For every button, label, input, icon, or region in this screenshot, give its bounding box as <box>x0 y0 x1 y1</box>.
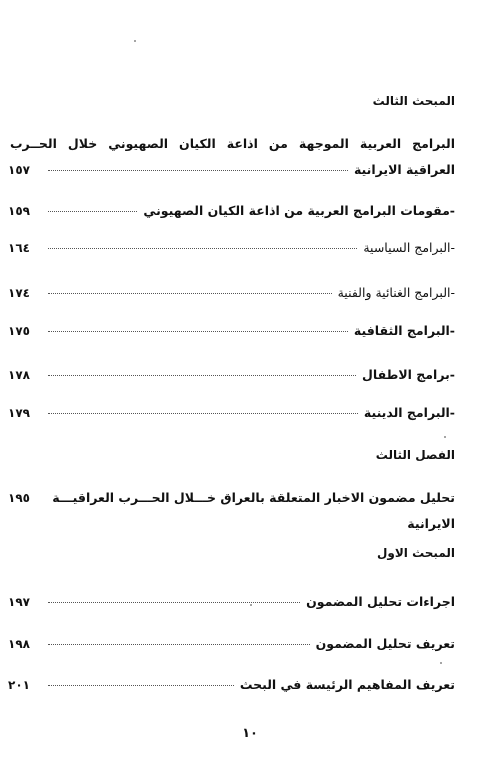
page-number: ١٠ <box>242 726 258 741</box>
scan-speck <box>250 604 252 606</box>
leader-dots <box>48 413 358 414</box>
toc-entry-text: العراقية الايرانية <box>353 162 455 177</box>
toc-entry-text: البرامج العربية الموجهة من اذاعة الكيان الصهيوني خلال الحــرب <box>10 136 455 151</box>
toc-page-number: ١٩٧ <box>8 595 30 609</box>
section-heading: المبحث الاول <box>376 546 455 560</box>
toc-page-number: ١٩٨ <box>8 637 30 651</box>
toc-entry-text: تعريف المفاهيم الرئيسة في البحث <box>239 677 455 692</box>
toc-entry-text: -البرامج الثقافية <box>353 323 455 338</box>
leader-dots <box>48 644 310 645</box>
chapter-heading: الفصل الثالث <box>375 448 455 462</box>
toc-entry <box>10 490 455 505</box>
toc-entry-text: الايرانية <box>407 516 455 531</box>
toc-entry-text: اجراءات تحليل المضمون <box>306 594 455 609</box>
toc-entry <box>10 323 455 338</box>
toc-page-number: ١٥٩ <box>8 204 30 218</box>
toc-entry-text: -البرامج الغنائية والفنية <box>337 285 455 300</box>
toc-page-number: ١٩٥ <box>8 491 30 505</box>
toc-entry-text: -برامج الاطفال <box>362 367 455 382</box>
toc-entry <box>10 594 455 609</box>
toc-entry-text: -مقومات البرامج العربية من اذاعة الكيان الصهيوني <box>143 203 455 218</box>
toc-page-number: ٢٠١ <box>8 678 30 692</box>
scan-speck <box>440 662 442 664</box>
toc-entry <box>10 677 455 692</box>
toc-entry-text: -البرامج الدينية <box>363 405 455 420</box>
toc-entry-text: تعريف تحليل المضمون <box>315 636 455 651</box>
toc-entry-text: تحليل مضمون الاخبار المتعلقة بالعراق خـــلال الحـــرب العراقيـــة <box>52 490 455 505</box>
leader-dots <box>48 211 137 212</box>
toc-page-number: ١٧٥ <box>8 324 30 338</box>
leader-dots <box>48 248 357 249</box>
scan-speck <box>134 40 136 42</box>
toc-page-number: ١٥٧ <box>8 163 30 177</box>
leader-dots <box>48 331 348 332</box>
toc-page-number: ١٦٤ <box>8 241 30 255</box>
toc-entry <box>10 285 455 300</box>
toc-page-number: ١٧٨ <box>8 368 30 382</box>
toc-entry <box>10 162 455 177</box>
toc-entry <box>10 203 455 218</box>
leader-dots <box>48 170 348 171</box>
scan-speck <box>444 436 446 438</box>
leader-dots <box>48 293 332 294</box>
toc-entry <box>10 367 455 382</box>
leader-dots <box>48 685 234 686</box>
toc-entry <box>10 136 455 151</box>
toc-entry <box>10 516 455 531</box>
toc-entry <box>10 240 455 255</box>
leader-dots <box>48 602 300 603</box>
section-heading: المبحث الثالث <box>372 94 455 108</box>
toc-entry-text: -البرامج السياسية <box>363 240 455 255</box>
leader-dots <box>48 375 356 376</box>
toc-entry <box>10 405 455 420</box>
toc-page-number: ١٧٩ <box>8 406 30 420</box>
toc-page-number: ١٧٤ <box>8 286 30 300</box>
toc-entry <box>10 636 455 651</box>
